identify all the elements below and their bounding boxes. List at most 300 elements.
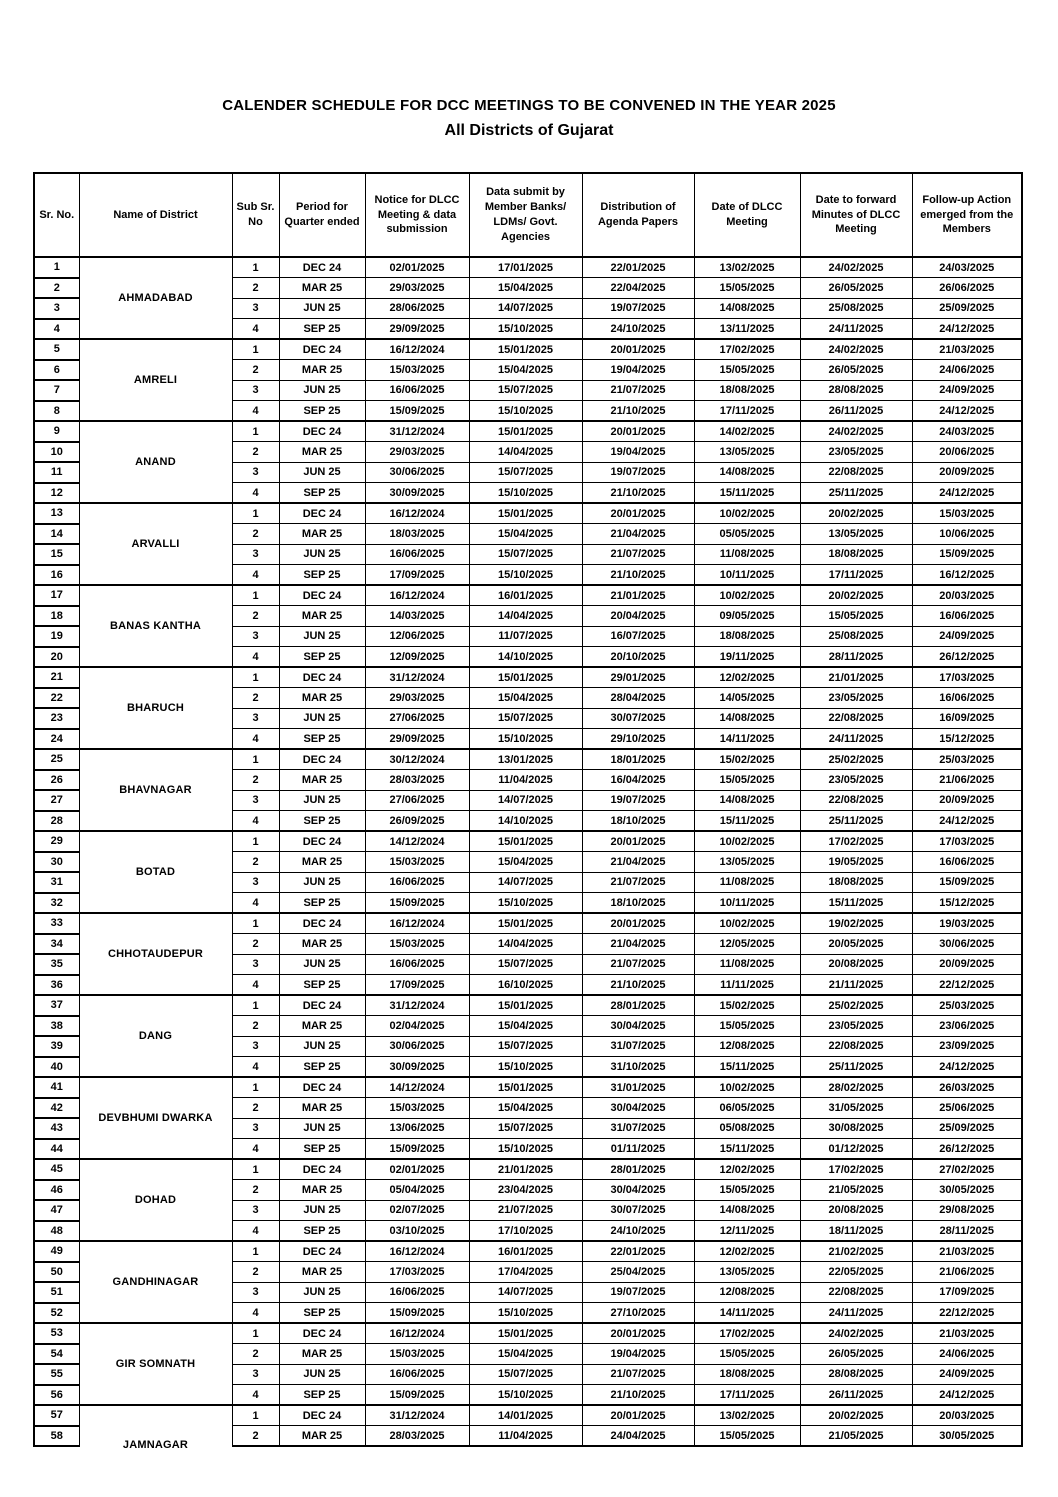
distribution-date-cell: 19/07/2025 xyxy=(582,298,694,319)
table-row xyxy=(34,831,1022,852)
distribution-date-cell: 21/07/2025 xyxy=(582,380,694,401)
distribution-date-cell: 28/04/2025 xyxy=(582,688,694,709)
followup-date-cell: 15/12/2025 xyxy=(912,893,1022,914)
sr-no-cell: 57 xyxy=(34,1405,79,1426)
followup-date-cell: 30/05/2025 xyxy=(912,1180,1022,1201)
followup-date-cell: 25/09/2025 xyxy=(912,1118,1022,1139)
minutes-date-cell: 15/11/2025 xyxy=(800,893,912,914)
district-name-label: JAMNAGAR xyxy=(122,1438,189,1451)
period-cell: SEP 25 xyxy=(279,647,365,668)
sub-sr-cell: 1 xyxy=(232,1323,279,1344)
sr-no-cell: 39 xyxy=(34,1036,79,1057)
period-cell: JUN 25 xyxy=(279,462,365,483)
sr-no-cell: 24 xyxy=(34,729,79,750)
sub-sr-cell: 2 xyxy=(232,1098,279,1119)
followup-date-cell: 25/03/2025 xyxy=(912,749,1022,770)
minutes-date-cell: 21/05/2025 xyxy=(800,1426,912,1447)
sub-sr-cell: 4 xyxy=(232,565,279,586)
period-cell: DEC 24 xyxy=(279,667,365,688)
meeting-date-cell: 14/05/2025 xyxy=(694,688,800,709)
meeting-date-cell: 15/05/2025 xyxy=(694,770,800,791)
sr-no-cell: 41 xyxy=(34,1077,79,1098)
distribution-date-cell: 21/10/2025 xyxy=(582,975,694,996)
distribution-date-cell: 19/04/2025 xyxy=(582,360,694,381)
sr-no-cell: 10 xyxy=(34,442,79,463)
followup-date-cell: 21/03/2025 xyxy=(912,339,1022,360)
data-submit-date-cell: 21/01/2025 xyxy=(469,1159,582,1180)
distribution-date-cell: 18/01/2025 xyxy=(582,749,694,770)
data-submit-date-cell: 14/04/2025 xyxy=(469,606,582,627)
sr-no-cell: 37 xyxy=(34,995,79,1016)
minutes-date-cell: 23/05/2025 xyxy=(800,770,912,791)
data-submit-date-cell: 23/04/2025 xyxy=(469,1180,582,1201)
meeting-date-cell: 13/02/2025 xyxy=(694,1405,800,1426)
period-cell: JUN 25 xyxy=(279,1364,365,1385)
notice-date-cell: 29/03/2025 xyxy=(365,442,469,463)
sr-no-cell: 55 xyxy=(34,1364,79,1385)
district-name-cell: BHARUCH xyxy=(79,667,232,749)
distribution-date-cell: 29/01/2025 xyxy=(582,667,694,688)
sub-sr-cell: 4 xyxy=(232,975,279,996)
sub-sr-cell: 4 xyxy=(232,811,279,832)
sr-no-cell: 9 xyxy=(34,421,79,442)
table-row xyxy=(34,667,1022,688)
followup-date-cell: 24/06/2025 xyxy=(912,360,1022,381)
sub-sr-cell: 4 xyxy=(232,401,279,422)
minutes-date-cell: 24/02/2025 xyxy=(800,1323,912,1344)
sr-no-cell: 35 xyxy=(34,954,79,975)
data-submit-date-cell: 15/10/2025 xyxy=(469,1057,582,1078)
data-submit-date-cell: 15/07/2025 xyxy=(469,1036,582,1057)
district-name-cell: AMRELI xyxy=(79,339,232,421)
sr-no-cell: 1 xyxy=(34,257,79,278)
data-submit-date-cell: 15/01/2025 xyxy=(469,831,582,852)
notice-date-cell: 31/12/2024 xyxy=(365,667,469,688)
data-submit-date-cell: 21/07/2025 xyxy=(469,1200,582,1221)
minutes-date-cell: 21/11/2025 xyxy=(800,975,912,996)
followup-date-cell: 21/03/2025 xyxy=(912,1241,1022,1262)
distribution-date-cell: 20/01/2025 xyxy=(582,831,694,852)
sr-no-cell: 34 xyxy=(34,934,79,955)
minutes-date-cell: 23/05/2025 xyxy=(800,442,912,463)
period-cell: SEP 25 xyxy=(279,729,365,750)
meeting-date-cell: 12/08/2025 xyxy=(694,1036,800,1057)
data-submit-date-cell: 14/07/2025 xyxy=(469,872,582,893)
meeting-date-cell: 15/11/2025 xyxy=(694,483,800,504)
sr-no-cell: 45 xyxy=(34,1159,79,1180)
notice-date-cell: 29/09/2025 xyxy=(365,319,469,340)
notice-date-cell: 28/03/2025 xyxy=(365,1426,469,1447)
sub-sr-cell: 4 xyxy=(232,1221,279,1242)
distribution-date-cell: 31/10/2025 xyxy=(582,1057,694,1078)
notice-date-cell: 26/09/2025 xyxy=(365,811,469,832)
distribution-date-cell: 19/07/2025 xyxy=(582,790,694,811)
period-cell: MAR 25 xyxy=(279,688,365,709)
meeting-date-cell: 12/02/2025 xyxy=(694,667,800,688)
followup-date-cell: 24/12/2025 xyxy=(912,1057,1022,1078)
sr-no-cell: 26 xyxy=(34,770,79,791)
data-submit-date-cell: 14/07/2025 xyxy=(469,790,582,811)
period-cell: SEP 25 xyxy=(279,1221,365,1242)
meeting-date-cell: 14/11/2025 xyxy=(694,1303,800,1324)
notice-date-cell: 15/03/2025 xyxy=(365,852,469,873)
data-submit-date-cell: 14/10/2025 xyxy=(469,811,582,832)
data-submit-date-cell: 15/10/2025 xyxy=(469,729,582,750)
column-header: Name of District xyxy=(79,173,232,257)
minutes-date-cell: 23/05/2025 xyxy=(800,1016,912,1037)
followup-date-cell: 21/06/2025 xyxy=(912,770,1022,791)
period-cell: DEC 24 xyxy=(279,1405,365,1426)
meeting-date-cell: 10/02/2025 xyxy=(694,1077,800,1098)
period-cell: JUN 25 xyxy=(279,380,365,401)
meeting-date-cell: 15/05/2025 xyxy=(694,1344,800,1365)
column-header: Follow-up Action emerged from the Members xyxy=(912,173,1022,257)
meeting-date-cell: 14/08/2025 xyxy=(694,790,800,811)
data-submit-date-cell: 15/10/2025 xyxy=(469,893,582,914)
sub-sr-cell: 3 xyxy=(232,1364,279,1385)
sr-no-cell: 53 xyxy=(34,1323,79,1344)
meeting-date-cell: 10/02/2025 xyxy=(694,503,800,524)
meeting-date-cell: 14/08/2025 xyxy=(694,1200,800,1221)
followup-date-cell: 28/11/2025 xyxy=(912,1221,1022,1242)
table-body xyxy=(34,257,1022,1451)
distribution-date-cell: 30/04/2025 xyxy=(582,1180,694,1201)
meeting-date-cell: 15/05/2025 xyxy=(694,1180,800,1201)
table-row xyxy=(34,913,1022,934)
minutes-date-cell: 21/05/2025 xyxy=(800,1180,912,1201)
minutes-date-cell: 28/02/2025 xyxy=(800,1077,912,1098)
minutes-date-cell: 28/08/2025 xyxy=(800,380,912,401)
sr-no-cell: 32 xyxy=(34,893,79,914)
distribution-date-cell: 20/10/2025 xyxy=(582,647,694,668)
minutes-date-cell: 22/08/2025 xyxy=(800,462,912,483)
minutes-date-cell: 18/11/2025 xyxy=(800,1221,912,1242)
data-submit-date-cell: 15/10/2025 xyxy=(469,401,582,422)
minutes-date-cell: 18/08/2025 xyxy=(800,544,912,565)
sub-sr-cell: 1 xyxy=(232,995,279,1016)
followup-date-cell: 24/09/2025 xyxy=(912,380,1022,401)
sub-sr-cell: 1 xyxy=(232,339,279,360)
data-submit-date-cell: 15/01/2025 xyxy=(469,995,582,1016)
distribution-date-cell: 30/07/2025 xyxy=(582,1200,694,1221)
sub-sr-cell: 4 xyxy=(232,647,279,668)
notice-date-cell: 02/01/2025 xyxy=(365,257,469,278)
notice-date-cell: 16/12/2024 xyxy=(365,339,469,360)
notice-date-cell: 14/12/2024 xyxy=(365,1077,469,1098)
meeting-date-cell: 17/11/2025 xyxy=(694,1385,800,1406)
data-submit-date-cell: 15/01/2025 xyxy=(469,503,582,524)
notice-date-cell: 29/03/2025 xyxy=(365,278,469,299)
distribution-date-cell: 28/01/2025 xyxy=(582,1159,694,1180)
data-submit-date-cell: 17/10/2025 xyxy=(469,1221,582,1242)
period-cell: JUN 25 xyxy=(279,298,365,319)
data-submit-date-cell: 14/04/2025 xyxy=(469,442,582,463)
data-submit-date-cell: 15/07/2025 xyxy=(469,1364,582,1385)
sr-no-cell: 29 xyxy=(34,831,79,852)
column-header: Date to forward Minutes of DLCC Meeting xyxy=(800,173,912,257)
distribution-date-cell: 27/10/2025 xyxy=(582,1303,694,1324)
meeting-date-cell: 15/05/2025 xyxy=(694,278,800,299)
minutes-date-cell: 21/02/2025 xyxy=(800,1241,912,1262)
followup-date-cell: 24/12/2025 xyxy=(912,1385,1022,1406)
sr-no-cell: 38 xyxy=(34,1016,79,1037)
minutes-date-cell: 20/02/2025 xyxy=(800,503,912,524)
data-submit-date-cell: 15/04/2025 xyxy=(469,360,582,381)
sub-sr-cell: 3 xyxy=(232,462,279,483)
period-cell: JUN 25 xyxy=(279,708,365,729)
followup-date-cell: 26/06/2025 xyxy=(912,278,1022,299)
sr-no-cell: 52 xyxy=(34,1303,79,1324)
sub-sr-cell: 1 xyxy=(232,831,279,852)
sr-no-cell: 5 xyxy=(34,339,79,360)
distribution-date-cell: 20/01/2025 xyxy=(582,1405,694,1426)
followup-date-cell: 29/08/2025 xyxy=(912,1200,1022,1221)
notice-date-cell: 03/10/2025 xyxy=(365,1221,469,1242)
minutes-date-cell: 22/08/2025 xyxy=(800,708,912,729)
sr-no-cell: 19 xyxy=(34,626,79,647)
minutes-date-cell: 22/08/2025 xyxy=(800,790,912,811)
sr-no-cell: 46 xyxy=(34,1180,79,1201)
sr-no-cell: 27 xyxy=(34,790,79,811)
period-cell: JUN 25 xyxy=(279,1282,365,1303)
table-header xyxy=(34,173,1022,257)
district-name-cell xyxy=(79,1405,232,1451)
distribution-date-cell: 20/01/2025 xyxy=(582,421,694,442)
meeting-date-cell: 11/08/2025 xyxy=(694,544,800,565)
period-cell: JUN 25 xyxy=(279,1200,365,1221)
sr-no-cell: 51 xyxy=(34,1282,79,1303)
sr-no-cell: 21 xyxy=(34,667,79,688)
notice-date-cell: 31/12/2024 xyxy=(365,421,469,442)
sr-no-cell: 12 xyxy=(34,483,79,504)
followup-date-cell: 17/09/2025 xyxy=(912,1282,1022,1303)
sub-sr-cell: 2 xyxy=(232,606,279,627)
meeting-date-cell: 15/05/2025 xyxy=(694,360,800,381)
meeting-date-cell: 12/08/2025 xyxy=(694,1282,800,1303)
distribution-date-cell: 31/07/2025 xyxy=(582,1118,694,1139)
period-cell: DEC 24 xyxy=(279,749,365,770)
sr-no-cell: 8 xyxy=(34,401,79,422)
data-submit-date-cell: 16/01/2025 xyxy=(469,585,582,606)
data-submit-date-cell: 15/07/2025 xyxy=(469,1118,582,1139)
period-cell: SEP 25 xyxy=(279,483,365,504)
minutes-date-cell: 25/08/2025 xyxy=(800,626,912,647)
minutes-date-cell: 25/02/2025 xyxy=(800,995,912,1016)
sub-sr-cell: 4 xyxy=(232,1385,279,1406)
meeting-date-cell: 18/08/2025 xyxy=(694,1364,800,1385)
notice-date-cell: 28/03/2025 xyxy=(365,770,469,791)
sr-no-cell: 15 xyxy=(34,544,79,565)
meeting-date-cell: 05/05/2025 xyxy=(694,524,800,545)
notice-date-cell: 30/09/2025 xyxy=(365,483,469,504)
notice-date-cell: 12/09/2025 xyxy=(365,647,469,668)
data-submit-date-cell: 15/07/2025 xyxy=(469,380,582,401)
sub-sr-cell: 1 xyxy=(232,1405,279,1426)
sub-sr-cell: 3 xyxy=(232,380,279,401)
data-submit-date-cell: 11/04/2025 xyxy=(469,1426,582,1447)
distribution-date-cell: 24/04/2025 xyxy=(582,1426,694,1447)
sub-sr-cell: 3 xyxy=(232,298,279,319)
column-header: Notice for DLCC Meeting & data submission xyxy=(365,173,469,257)
data-submit-date-cell: 15/04/2025 xyxy=(469,278,582,299)
followup-date-cell: 20/09/2025 xyxy=(912,462,1022,483)
dcc-meeting-schedule-table xyxy=(33,172,1023,1451)
distribution-date-cell: 19/04/2025 xyxy=(582,1344,694,1365)
sr-no-cell: 49 xyxy=(34,1241,79,1262)
meeting-date-cell: 15/11/2025 xyxy=(694,811,800,832)
followup-date-cell: 22/12/2025 xyxy=(912,975,1022,996)
minutes-date-cell: 20/08/2025 xyxy=(800,954,912,975)
sub-sr-cell: 3 xyxy=(232,954,279,975)
sr-no-cell: 17 xyxy=(34,585,79,606)
meeting-date-cell: 11/08/2025 xyxy=(694,954,800,975)
distribution-date-cell: 16/04/2025 xyxy=(582,770,694,791)
sr-no-cell: 23 xyxy=(34,708,79,729)
period-cell: DEC 24 xyxy=(279,339,365,360)
notice-date-cell: 16/12/2024 xyxy=(365,1241,469,1262)
data-submit-date-cell: 16/01/2025 xyxy=(469,1241,582,1262)
data-submit-date-cell: 17/01/2025 xyxy=(469,257,582,278)
sub-sr-cell: 2 xyxy=(232,688,279,709)
data-submit-date-cell: 15/04/2025 xyxy=(469,1016,582,1037)
distribution-date-cell: 22/01/2025 xyxy=(582,257,694,278)
period-cell: DEC 24 xyxy=(279,913,365,934)
meeting-date-cell: 05/08/2025 xyxy=(694,1118,800,1139)
meeting-date-cell: 15/02/2025 xyxy=(694,749,800,770)
sub-sr-cell: 3 xyxy=(232,872,279,893)
district-name-cell: ANAND xyxy=(79,421,232,503)
distribution-date-cell: 21/04/2025 xyxy=(582,852,694,873)
followup-date-cell: 26/03/2025 xyxy=(912,1077,1022,1098)
period-cell: DEC 24 xyxy=(279,1077,365,1098)
data-submit-date-cell: 14/07/2025 xyxy=(469,298,582,319)
meeting-date-cell: 06/05/2025 xyxy=(694,1098,800,1119)
followup-date-cell: 23/06/2025 xyxy=(912,1016,1022,1037)
sub-sr-cell: 2 xyxy=(232,934,279,955)
distribution-date-cell: 20/04/2025 xyxy=(582,606,694,627)
notice-date-cell: 16/12/2024 xyxy=(365,503,469,524)
followup-date-cell: 20/06/2025 xyxy=(912,442,1022,463)
meeting-date-cell: 11/08/2025 xyxy=(694,872,800,893)
data-submit-date-cell: 17/04/2025 xyxy=(469,1262,582,1283)
notice-date-cell: 27/06/2025 xyxy=(365,790,469,811)
data-submit-date-cell: 15/07/2025 xyxy=(469,544,582,565)
minutes-date-cell: 26/05/2025 xyxy=(800,278,912,299)
data-submit-date-cell: 15/01/2025 xyxy=(469,667,582,688)
distribution-date-cell: 20/01/2025 xyxy=(582,913,694,934)
data-submit-date-cell: 14/01/2025 xyxy=(469,1405,582,1426)
period-cell: MAR 25 xyxy=(279,1262,365,1283)
distribution-date-cell: 22/01/2025 xyxy=(582,1241,694,1262)
sr-no-cell: 3 xyxy=(34,298,79,319)
data-submit-date-cell: 15/04/2025 xyxy=(469,1344,582,1365)
period-cell: JUN 25 xyxy=(279,626,365,647)
meeting-date-cell: 15/11/2025 xyxy=(694,1057,800,1078)
distribution-date-cell: 21/04/2025 xyxy=(582,524,694,545)
data-submit-date-cell: 11/04/2025 xyxy=(469,770,582,791)
minutes-date-cell: 28/08/2025 xyxy=(800,1364,912,1385)
sr-no-cell: 4 xyxy=(34,319,79,340)
sr-no-cell: 54 xyxy=(34,1344,79,1365)
sr-no-cell: 44 xyxy=(34,1139,79,1160)
period-cell: SEP 25 xyxy=(279,975,365,996)
sub-sr-cell: 3 xyxy=(232,1200,279,1221)
sub-sr-cell: 3 xyxy=(232,790,279,811)
sub-sr-cell: 1 xyxy=(232,503,279,524)
meeting-date-cell: 17/02/2025 xyxy=(694,1323,800,1344)
distribution-date-cell: 01/11/2025 xyxy=(582,1139,694,1160)
table-row xyxy=(34,421,1022,442)
minutes-date-cell: 24/02/2025 xyxy=(800,339,912,360)
notice-date-cell: 16/06/2025 xyxy=(365,1282,469,1303)
data-submit-date-cell: 15/10/2025 xyxy=(469,483,582,504)
minutes-date-cell: 26/05/2025 xyxy=(800,360,912,381)
notice-date-cell: 15/09/2025 xyxy=(365,893,469,914)
notice-date-cell: 16/12/2024 xyxy=(365,1323,469,1344)
data-submit-date-cell: 15/10/2025 xyxy=(469,1139,582,1160)
sr-no-cell: 25 xyxy=(34,749,79,770)
followup-date-cell: 16/12/2025 xyxy=(912,565,1022,586)
followup-date-cell: 27/02/2025 xyxy=(912,1159,1022,1180)
meeting-date-cell: 15/02/2025 xyxy=(694,995,800,1016)
meeting-date-cell: 13/05/2025 xyxy=(694,1262,800,1283)
period-cell: DEC 24 xyxy=(279,1159,365,1180)
meeting-date-cell: 14/02/2025 xyxy=(694,421,800,442)
sub-sr-cell: 2 xyxy=(232,852,279,873)
notice-date-cell: 29/09/2025 xyxy=(365,729,469,750)
followup-date-cell: 26/12/2025 xyxy=(912,647,1022,668)
distribution-date-cell: 28/01/2025 xyxy=(582,995,694,1016)
data-submit-date-cell: 15/04/2025 xyxy=(469,1098,582,1119)
minutes-date-cell: 19/05/2025 xyxy=(800,852,912,873)
sr-no-cell: 36 xyxy=(34,975,79,996)
followup-date-cell: 20/03/2025 xyxy=(912,585,1022,606)
meeting-date-cell: 14/11/2025 xyxy=(694,729,800,750)
meeting-date-cell: 13/11/2025 xyxy=(694,319,800,340)
sub-sr-cell: 4 xyxy=(232,1303,279,1324)
distribution-date-cell: 30/07/2025 xyxy=(582,708,694,729)
distribution-date-cell: 20/01/2025 xyxy=(582,339,694,360)
table-row xyxy=(34,1077,1022,1098)
followup-date-cell: 24/12/2025 xyxy=(912,319,1022,340)
followup-date-cell: 24/12/2025 xyxy=(912,483,1022,504)
sub-sr-cell: 3 xyxy=(232,626,279,647)
minutes-date-cell: 25/02/2025 xyxy=(800,749,912,770)
minutes-date-cell: 21/01/2025 xyxy=(800,667,912,688)
followup-date-cell: 20/09/2025 xyxy=(912,790,1022,811)
minutes-date-cell: 22/08/2025 xyxy=(800,1036,912,1057)
minutes-date-cell: 20/05/2025 xyxy=(800,934,912,955)
sub-sr-cell: 4 xyxy=(232,729,279,750)
district-name-cell: GANDHINAGAR xyxy=(79,1241,232,1323)
followup-date-cell: 17/03/2025 xyxy=(912,667,1022,688)
district-name-cell: DANG xyxy=(79,995,232,1077)
minutes-date-cell: 24/11/2025 xyxy=(800,319,912,340)
sub-sr-cell: 2 xyxy=(232,1262,279,1283)
sr-no-cell: 18 xyxy=(34,606,79,627)
sub-sr-cell: 2 xyxy=(232,770,279,791)
distribution-date-cell: 19/07/2025 xyxy=(582,1282,694,1303)
period-cell: DEC 24 xyxy=(279,421,365,442)
sub-sr-cell: 1 xyxy=(232,913,279,934)
meeting-date-cell: 14/08/2025 xyxy=(694,298,800,319)
distribution-date-cell: 22/04/2025 xyxy=(582,278,694,299)
header-row xyxy=(34,173,1022,257)
period-cell: MAR 25 xyxy=(279,1016,365,1037)
meeting-date-cell: 12/02/2025 xyxy=(694,1159,800,1180)
notice-date-cell: 31/12/2024 xyxy=(365,995,469,1016)
followup-date-cell: 20/03/2025 xyxy=(912,1405,1022,1426)
